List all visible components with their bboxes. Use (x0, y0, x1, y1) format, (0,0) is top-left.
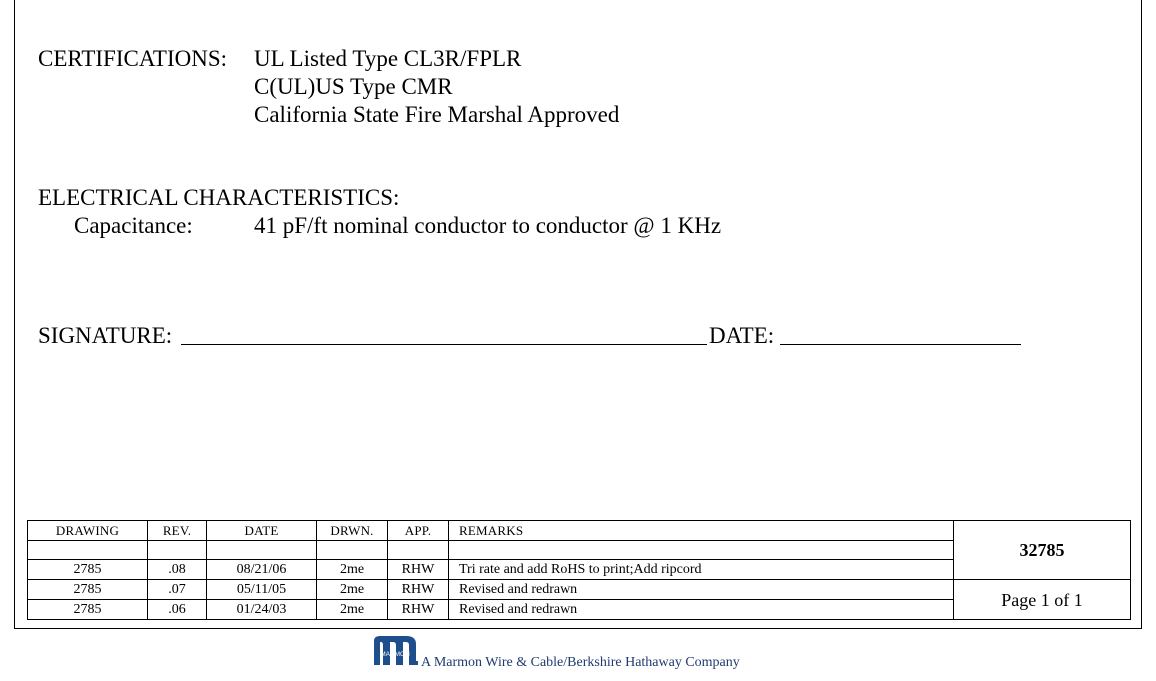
capacitance-label: Capacitance: (74, 213, 193, 238)
certifications-label: CERTIFICATIONS: (38, 46, 228, 71)
drawing-cell: 2785 (28, 580, 148, 600)
certification-item: UL Listed Type CL3R/FPLR (254, 46, 522, 71)
header-date: DATE (207, 521, 317, 541)
signature-label: SIGNATURE: (38, 323, 173, 348)
page-indicator: Page 1 of 1 (954, 580, 1131, 620)
revision-title-block (27, 520, 1131, 620)
header-drawing: DRAWING (28, 521, 148, 541)
drawn-cell: 2me (317, 600, 388, 620)
document-number: 32785 (954, 521, 1131, 580)
empty-cell (207, 541, 317, 560)
empty-cell (148, 541, 207, 560)
date-line (780, 344, 1021, 345)
date-cell: 08/21/06 (207, 560, 317, 580)
certification-item: C(UL)US Type CMR (254, 74, 453, 99)
remarks-cell: Revised and redrawn (449, 600, 954, 620)
drawing-cell: 2785 (28, 600, 148, 620)
remarks-cell: Revised and redrawn (449, 580, 954, 600)
approved-cell: RHW (388, 580, 449, 600)
drawn-cell: 2me (317, 560, 388, 580)
svg-text:MARMON: MARMON (380, 651, 410, 658)
approved-cell: RHW (388, 600, 449, 620)
empty-cell (317, 541, 388, 560)
marmon-logo (372, 633, 420, 669)
remarks-cell: Tri rate and add RoHS to print;Add ripcord (449, 560, 954, 580)
empty-cell (449, 541, 954, 560)
rev-cell: .07 (148, 580, 207, 600)
header-drawn: DRWN. (317, 521, 388, 541)
drawn-cell: 2me (317, 580, 388, 600)
company-tagline: A Marmon Wire & Cable/Berkshire Hathaway Company (421, 655, 740, 670)
empty-cell (28, 541, 148, 560)
date-label: DATE: (709, 323, 775, 348)
header-remarks: REMARKS (449, 521, 954, 541)
rev-cell: .08 (148, 560, 207, 580)
header-rev: REV. (148, 521, 207, 541)
empty-cell (388, 541, 449, 560)
signature-line (181, 344, 707, 345)
header-approved: APP. (388, 521, 449, 541)
certification-item: California State Fire Marshal Approved (254, 102, 620, 127)
drawing-cell: 2785 (28, 560, 148, 580)
electrical-heading: ELECTRICAL CHARACTERISTICS: (38, 185, 400, 210)
rev-cell: .06 (148, 600, 207, 620)
table-row (28, 580, 1131, 600)
capacitance-value: 41 pF/ft nominal conductor to conductor @ 1 KHz (254, 213, 722, 238)
date-cell: 05/11/05 (207, 580, 317, 600)
date-cell: 01/24/03 (207, 600, 317, 620)
approved-cell: RHW (388, 560, 449, 580)
